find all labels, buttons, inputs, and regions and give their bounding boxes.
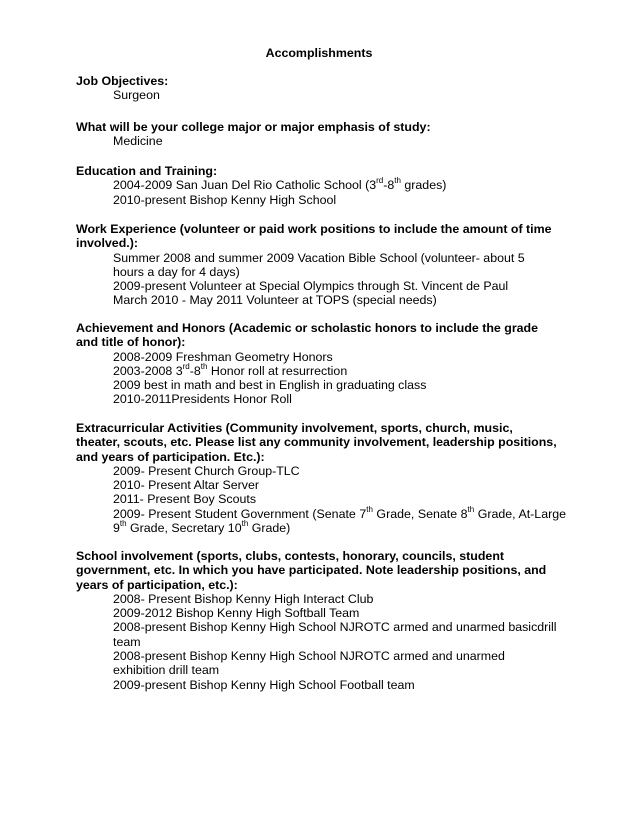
job-objectives-value: Surgeon [113, 88, 160, 103]
school-involvement-heading: School involvement (sports, clubs, contests, honorary, councils, student [76, 549, 505, 563]
work-experience-section [76, 222, 566, 308]
work-item: 2009-present Volunteer at Special Olympics through St. Vincent de Paul [113, 279, 509, 294]
honors-heading-cont: and title of honor): [76, 335, 186, 350]
extracurricular-heading-cont: theater, scouts, etc. Please list any community involvement, leadership positions, [76, 435, 557, 450]
school-involvement-item: 2008-present Bishop Kenny High School NJROTC armed and unarmed [113, 649, 505, 664]
extracurricular-item: 2009- Present Student Government (Senate 7th Grade, Senate 8th Grade, At-Large 9th Grade, Secretary 10th Grade) [113, 504, 566, 536]
honors-item: 2009 best in math and best in English in graduating class [113, 378, 427, 393]
education-heading: Education and Training: [76, 164, 218, 178]
work-item: Summer 2008 and summer 2009 Vacation Bible School (volunteer- about 5 [113, 250, 525, 265]
extracurricular-heading-cont: and years of participation. Etc.): [76, 449, 265, 464]
extracurricular-heading: Extracurricular Activities (Community involvement, sports, church, music, [76, 421, 513, 435]
work-item: March 2010 - May 2011 Volunteer at TOPS (special needs) [113, 293, 437, 308]
honors-item: 2010-2011Presidents Honor Roll [113, 392, 292, 407]
education-item: 2010-present Bishop Kenny High School [113, 192, 337, 207]
school-involvement-section [76, 549, 566, 692]
work-item-cont: hours a day for 4 days) [113, 264, 240, 279]
extracurricular-item: 2011- Present Boy Scouts [113, 492, 257, 507]
college-major-heading: What will be your college major or major emphasis of study: [76, 120, 431, 134]
school-involvement-item-cont: team [113, 634, 141, 649]
extracurricular-section [76, 421, 566, 535]
work-experience-heading: Work Experience (volunteer or paid work positions to include the amount of time [76, 222, 552, 236]
education-item: 2004-2009 San Juan Del Rio Catholic School (3rd-8th grades) [113, 176, 447, 193]
work-experience-heading-cont: involved.): [76, 236, 138, 251]
job-objectives-heading: Job Objectives: [76, 74, 169, 88]
school-involvement-item: 2008- Present Bishop Kenny High Interact Club [113, 591, 374, 606]
school-involvement-item: 2008-present Bishop Kenny High School NJROTC armed and unarmed basicdrill [113, 620, 557, 635]
extracurricular-item: 2010- Present Altar Server [113, 478, 260, 493]
college-major-section [76, 120, 566, 149]
honors-item: 2003-2008 3rd-8th Honor roll at resurrection [113, 361, 348, 378]
school-involvement-heading-cont: government, etc. In which you have participated. Note leadership positions, and [76, 563, 547, 578]
job-objectives-section [76, 74, 566, 103]
school-involvement-item: 2009-present Bishop Kenny High School Football team [113, 677, 415, 692]
school-involvement-item-cont: exhibition drill team [113, 663, 220, 678]
extracurricular-item: 2009- Present Church Group-TLC [113, 463, 300, 478]
school-involvement-heading-cont: years of participation, etc.): [76, 577, 238, 592]
college-major-value: Medicine [113, 134, 163, 149]
honors-section [76, 321, 566, 407]
education-section [76, 164, 566, 207]
school-involvement-item: 2009-2012 Bishop Kenny High Softball Team [113, 606, 360, 621]
honors-item: 2008-2009 Freshman Geometry Honors [113, 349, 333, 364]
page-title: Accomplishments [265, 46, 373, 60]
honors-heading: Achievement and Honors (Academic or scholastic honors to include the grade [76, 321, 538, 335]
